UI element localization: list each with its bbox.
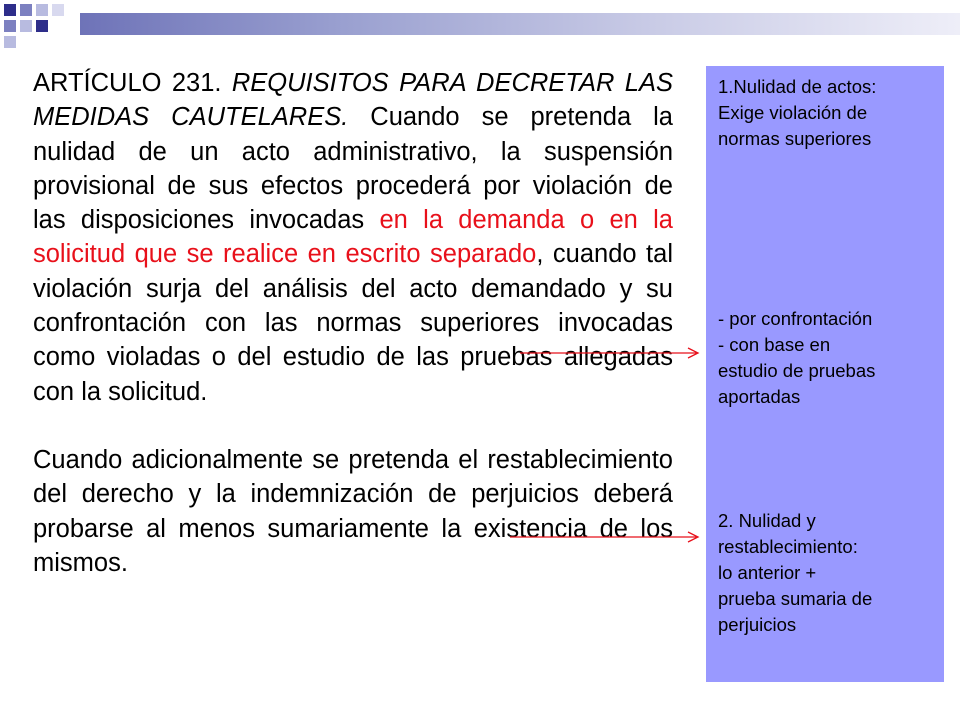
summary-line: perjuicios (718, 614, 797, 635)
summary-line: - con base en (718, 334, 831, 355)
summary-line: lo anterior + (718, 562, 817, 583)
summary-line: Exige violación de (718, 102, 868, 123)
summary-line: aportadas (718, 386, 801, 407)
summary-line: 2. Nulidad y (718, 510, 816, 531)
article-paragraph-2: Cuando adicionalmente se pretenda el restablecimiento del derecho y la indemnización de perjuicios deberá probarse al menos sumariamente la existencia de los mismos. (33, 445, 673, 577)
logo-square (4, 20, 16, 32)
summary-block-nulidad (718, 74, 942, 152)
summary-line: restablecimiento: (718, 536, 858, 557)
logo-square (20, 20, 32, 32)
logo-square-dark (36, 20, 48, 32)
summary-line: normas superiores (718, 128, 872, 149)
summary-panel (706, 66, 944, 682)
article-title: REQUISITOS PARA DECRETAR LAS MEDIDAS CAUTELARES. (33, 69, 673, 132)
article-number: ARTÍCULO 231. (33, 69, 222, 97)
summary-block-restablecimiento (718, 508, 942, 638)
header-gradient-bar (80, 13, 960, 35)
article-text-part1: Cuando se pretenda la nulidad de un acto administrativo, la suspensión provisional de sus efectos procederá por violación de las disposiciones invocadas (33, 103, 673, 235)
summary-line: estudio de pruebas (718, 360, 876, 381)
article-text-part2: , cuando tal violación surja del análisis del acto demandado y su confrontación con las normas superiores invocadas como violadas o del estudio de las pruebas allegadas con la solicitud. (33, 240, 673, 406)
summary-line: prueba sumaria de (718, 588, 873, 609)
article-body (33, 66, 673, 580)
summary-line: 1.Nulidad de actos: (718, 76, 877, 97)
article-paragraph-1 (33, 66, 673, 409)
logo-squares (0, 0, 80, 60)
logo-square-dark (4, 4, 16, 16)
logo-square (36, 4, 48, 16)
logo-square (20, 4, 32, 16)
logo-square (52, 4, 64, 16)
logo-square (4, 36, 16, 48)
summary-line: - por confrontación (718, 308, 873, 329)
summary-block-methods (718, 306, 942, 410)
article-highlighted-text: en la demanda o en la solicitud que se realice en escrito separado (33, 206, 673, 269)
